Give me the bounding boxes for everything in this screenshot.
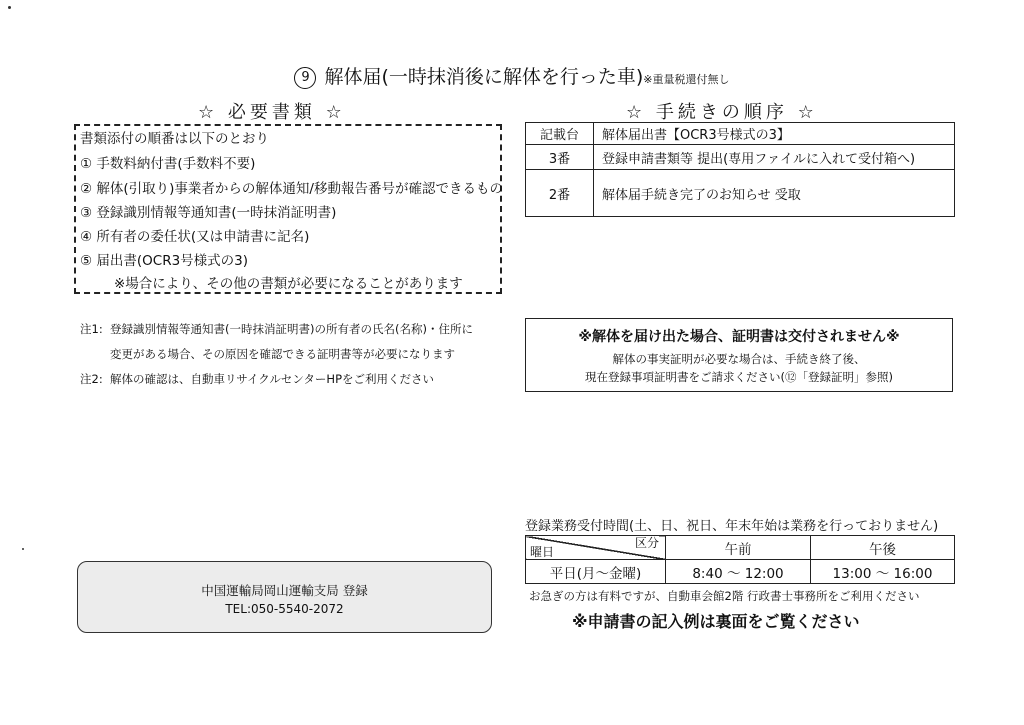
procedure-place: 3番: [526, 145, 594, 170]
certificate-notice-line-2: 現在登録事項証明書をご請求ください(⑫「登録証明」参照): [585, 370, 893, 384]
hours-col-am: 午前: [666, 536, 811, 560]
note-1-label: 注1:: [80, 322, 103, 336]
hours-header-row: [526, 536, 955, 560]
hours-after-note: お急ぎの方は有料ですが、自動車会館2階 行政書士事務所をご利用ください: [529, 589, 920, 603]
document-item-2: ② 解体(引取り)事業者からの解体通知/移動報告番号が確認できるもの: [80, 181, 503, 197]
hours-table: [525, 535, 955, 584]
required-documents-heading: ☆ 必要書類 ☆: [198, 102, 346, 123]
scan-speck: [8, 6, 11, 9]
hours-corner-cell: [526, 536, 666, 560]
office-tel: TEL:050-5540-2072: [225, 602, 344, 616]
documents-footer-note: ※場合により、その他の書類が必要になることがあります: [114, 276, 463, 292]
procedure-table: [525, 122, 955, 217]
hours-row-label: 平日(月～金曜): [526, 560, 666, 584]
note-1-line-1: 登録識別情報等通知書(一時抹消証明書)の所有者の氏名(名称)・住所に: [110, 322, 473, 336]
hours-pm-time: 13:00 ～ 16:00: [811, 560, 955, 584]
documents-intro: 書類添付の順番は以下のとおり: [80, 131, 269, 147]
procedure-action: 登録申請書類等 提出(専用ファイルに入れて受付箱へ): [594, 145, 955, 170]
procedure-place: 記載台: [526, 123, 594, 145]
office-name: 中国運輸局岡山運輸支局 登録: [201, 583, 368, 598]
hours-am-time: 8:40 ～ 12:00: [666, 560, 811, 584]
corner-category-label: 区分: [634, 536, 659, 550]
certificate-notice-title: ※解体を届け出た場合、証明書は交付されません※: [578, 329, 900, 345]
office-contact-box: [77, 561, 492, 633]
title-main: 解体届(一時抹消後に解体を行った車): [324, 66, 644, 88]
hours-caption: 登録業務受付時間(土、日、祝日、年末年始は業務を行っておりません): [525, 519, 939, 534]
page-title: [0, 62, 1024, 89]
document-item-3: ③ 登録識別情報等通知書(一時抹消証明書): [80, 205, 337, 221]
application-example-note: ※申請書の記入例は裏面をご覧ください: [572, 612, 860, 631]
certificate-notice-line-1: 解体の事実証明が必要な場合は、手続き終了後、: [612, 352, 866, 366]
corner-weekday-label: 曜日: [530, 545, 555, 559]
note-2-text: 解体の確認は、自動車リサイクルセンターHPをご利用ください: [110, 372, 435, 386]
procedure-row: [526, 170, 955, 217]
certificate-notice-box: [525, 318, 953, 392]
hours-col-pm: 午後: [811, 536, 955, 560]
scan-speck: [22, 548, 24, 550]
procedure-action: 解体届出書【OCR3号様式の3】: [594, 123, 955, 145]
procedure-place: 2番: [526, 170, 594, 217]
procedure-row: [526, 123, 955, 145]
document-item-4: ④ 所有者の委任状(又は申請書に記名): [80, 229, 310, 245]
title-note: ※重量税還付無し: [643, 73, 730, 86]
note-1-line-2: 変更がある場合、その原因を確認できる証明書等が必要になります: [110, 347, 455, 361]
title-number-badge: 9: [294, 67, 316, 89]
hours-row: [526, 560, 955, 584]
procedure-action: 解体届手続き完了のお知らせ 受取: [594, 170, 955, 217]
document-item-5: ⑤ 届出書(OCR3号様式の3): [80, 253, 249, 269]
procedure-row: [526, 145, 955, 170]
document-item-1: ① 手数料納付書(手数料不要): [80, 156, 256, 172]
procedure-order-heading: ☆ 手続きの順序 ☆: [626, 102, 818, 123]
note-2-label: 注2:: [80, 372, 103, 386]
